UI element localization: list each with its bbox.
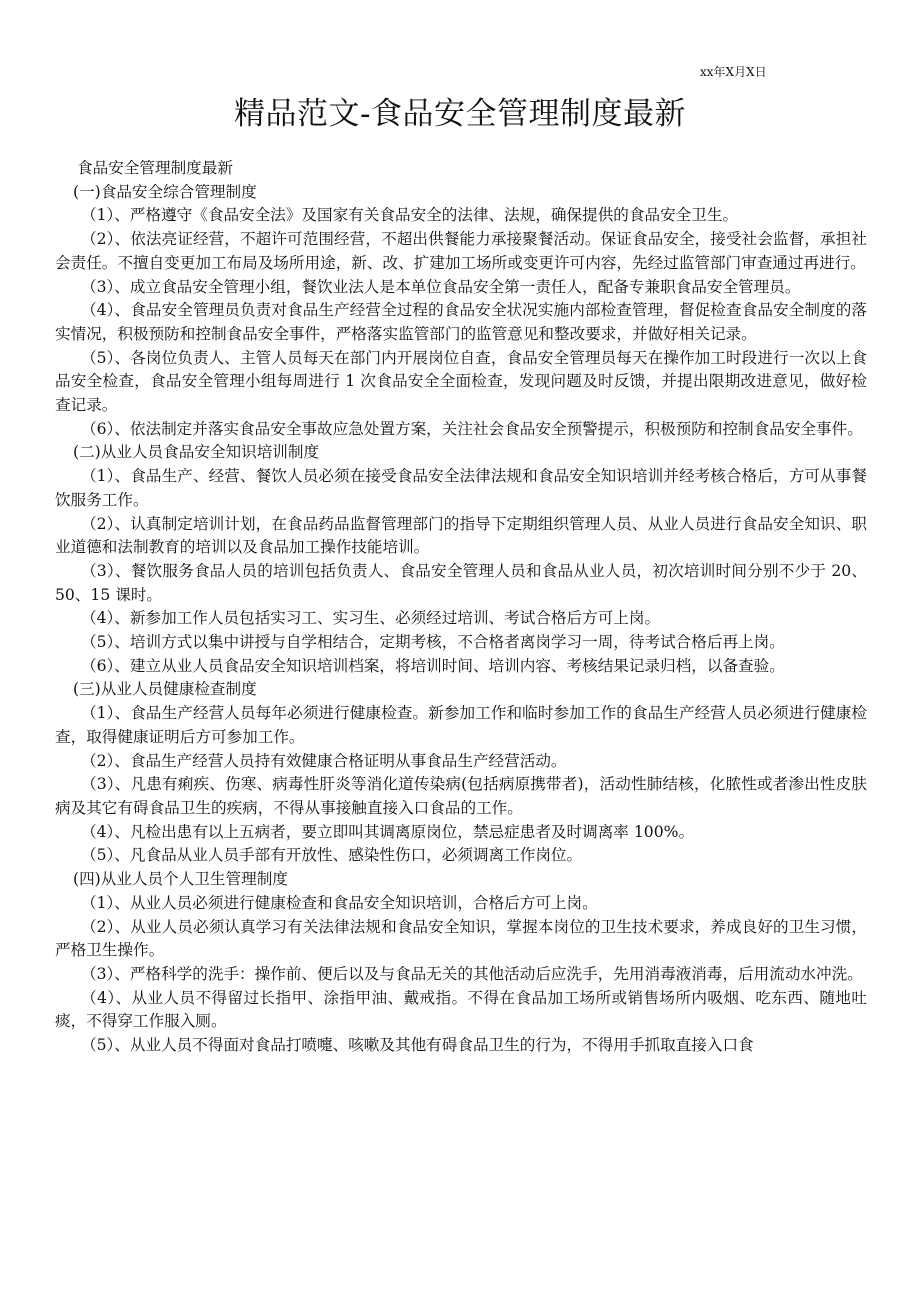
paragraph: （5）、各岗位负责人、主管人员每天在部门内开展岗位自查，食品安全管理员每天在操作加工时段进行一次以上食品安全检查，食品安全管理小组每周进行 1 次食品安全全面检查，发现问题及时反馈，并提出限期改进意见，做好检查记录。: [55, 348, 867, 415]
paragraph: （1）、食品生产、经营、餐饮人员必须在接受食品安全法律法规和食品安全知识培训并经考核合格后，方可从事餐饮服务工作。: [55, 467, 867, 509]
section-heading: (二)从业人员食品安全知识培训制度: [73, 443, 320, 462]
paragraph: （1）、食品生产经营人员每年必须进行健康检查。新参加工作和临时参加工作的食品生产经营人员必须进行健康检查，取得健康证明后方可参加工作。: [55, 704, 867, 746]
paragraph: （5）、培训方式以集中讲授与自学相结合，定期考核，不合格者离岗学习一周，待考试合格后再上岗。: [81, 633, 785, 652]
paragraph: （4）、从业人员不得留过长指甲、涂指甲油、戴戒指。不得在食品加工场所或销售场所内吸烟、吃东西、随地吐痰，不得穿工作服入厕。: [55, 988, 867, 1031]
document-title: 精品范文-食品安全管理制度最新: [234, 96, 686, 132]
section-heading: (三)从业人员健康检查制度: [73, 680, 257, 699]
paragraph: （1）、严格遵守《食品安全法》及国家有关食品安全的法律、法规，确保提供的食品安全卫生。: [81, 206, 739, 225]
paragraph: （4）、凡检出患有以上五病者，要立即叫其调离原岗位，禁忌症患者及时调离率 100%。: [81, 822, 695, 841]
paragraph: （2）、食品生产经营人员持有效健康合格证明从事食品生产经营活动。: [81, 751, 567, 770]
paragraph: （6）、建立从业人员食品安全知识培训档案，将培训时间、培训内容、考核结果记录归档，以备查验。: [81, 656, 785, 675]
paragraph: （3）、严格科学的洗手：操作前、便后以及与食品无关的其他活动后应洗手，先用消毒液消毒，后用流动水冲洗。: [81, 964, 863, 983]
paragraph: （2）、从业人员必须认真学习有关法律法规和食品安全知识，掌握本岗位的卫生技术要求，养成良好的卫生习惯，严格卫生操作。: [55, 917, 867, 960]
paragraph: （2）、依法亮证经营，不超许可范围经营，不超出供餐能力承接聚餐活动。保证食品安全，接受社会监督，承担社会责任。不擅自变更加工布局及场所用途，新、改、扩建加工场所或变更许可内容，先经过监管部门审查通过再进行。: [55, 230, 867, 272]
section-heading: (四)从业人员个人卫生管理制度: [73, 870, 288, 889]
paragraph: （6）、依法制定并落实食品安全事故应急处置方案，关注社会食品安全预警提示，积极预防和控制食品安全事件。: [81, 419, 863, 438]
paragraph: （3）、凡患有痢疾、伤寒、病毒性肝炎等消化道传染病(包括病原携带者)，活动性肺结核，化脓性或者渗出性皮肤病及其它有碍食品卫生的疾病，不得从事接触直接入口食品的工作。: [55, 775, 867, 817]
paragraph: （4）、新参加工作人员包括实习工、实习生、必须经过培训、考试合格后方可上岗。: [81, 609, 661, 628]
document-body: [55, 157, 867, 1058]
section-heading: (一)食品安全综合管理制度: [73, 182, 257, 201]
paragraph: （5）、从业人员不得面对食品打喷嚏、咳嗽及其他有碍食品卫生的行为，不得用手抓取直接入口食: [81, 1036, 754, 1055]
paragraph: （4）、食品安全管理员负责对食品生产经营全过程的食品安全状况实施内部检查管理，督促检查食品安全制度的落实情况，积极预防和控制食品安全事件，严格落实监管部门的监管意见和整改要求，并做好相关记录。: [55, 301, 867, 343]
paragraph: （1）、从业人员必须进行健康检查和食品安全知识培训，合格后方可上岗。: [81, 893, 598, 912]
intro-line: 食品安全管理制度最新: [77, 159, 233, 177]
paragraph: （3）、餐饮服务食品人员的培训包括负责人、食品安全管理人员和食品从业人员，初次培训时间分别不少于 20、50、15 课时。: [55, 561, 867, 604]
paragraph: （5）、凡食品从业人员手部有开放性、感染性伤口，必须调离工作岗位。: [81, 846, 583, 865]
document-date: xx年X月X日: [700, 65, 767, 79]
paragraph: （3）、成立食品安全管理小组，餐饮业法人是本单位食品安全第一责任人，配备专兼职食品安全管理员。: [81, 277, 801, 296]
paragraph: （2）、认真制定培训计划，在食品药品监督管理部门的指导下定期组织管理人员、从业人员进行食品安全知识、职业道德和法制教育的培训以及食品加工操作技能培训。: [55, 514, 867, 557]
